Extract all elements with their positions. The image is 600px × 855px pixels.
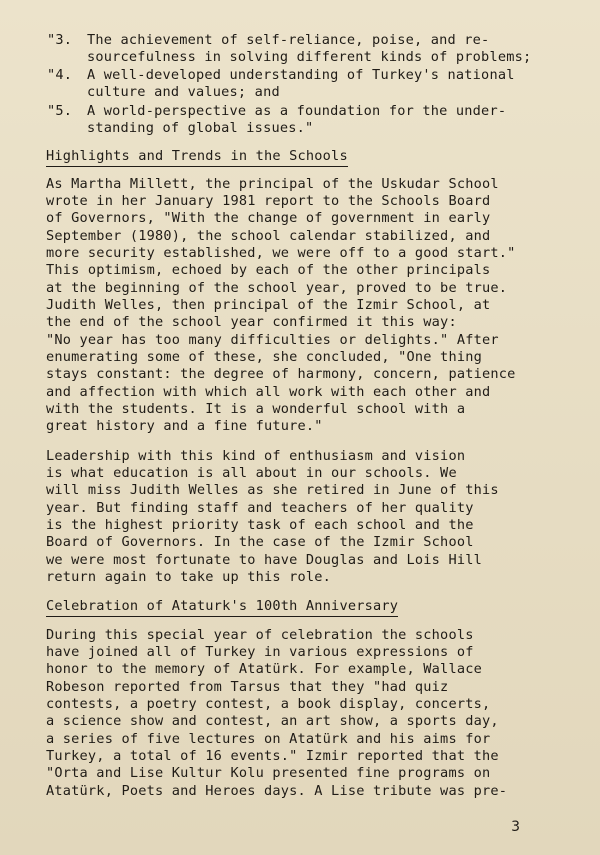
- paragraph-line: Judith Welles, then principal of the Izmir School, at: [46, 297, 491, 313]
- paragraph-line: contests, a poetry contest, a book display, concerts,: [46, 696, 491, 712]
- paragraph-line: a series of five lectures on Atatürk and his aims for: [46, 731, 491, 747]
- paragraph-line: This optimism, echoed by each of the other principals: [46, 262, 491, 278]
- paragraph-line: we were most fortunate to have Douglas and Lois Hill: [46, 552, 482, 568]
- section-heading: Celebration of Ataturk's 100th Anniversary: [46, 598, 398, 617]
- page-number: 3: [511, 819, 520, 835]
- list-item-line: The achievement of self-reliance, poise, and re-: [87, 32, 490, 48]
- paragraph-line: at the beginning of the school year, proved to be true.: [46, 280, 508, 296]
- list-marker: "4.: [47, 67, 73, 83]
- paragraph-line: more security established, we were off to a good start.": [46, 245, 516, 261]
- paragraph-line: and affection with which all work with each other and: [46, 384, 491, 400]
- paragraph-line: As Martha Millett, the principal of the Uskudar School: [46, 176, 499, 192]
- paragraph-line: have joined all of Turkey in various expressions of: [46, 644, 474, 660]
- paragraph-line: a science show and contest, an art show, a sports day,: [46, 713, 499, 729]
- paragraph-line: with the students. It is a wonderful school with a: [46, 401, 466, 417]
- paragraph-line: of Governors, "With the change of government in early: [46, 210, 491, 226]
- paragraph-line: is the highest priority task of each school and the: [46, 517, 474, 533]
- section-heading: Highlights and Trends in the Schools: [46, 148, 348, 167]
- paragraph-line: enumerating some of these, she concluded, "One thing: [46, 349, 482, 365]
- list-item-line: culture and values; and: [87, 84, 280, 100]
- paragraph-line: wrote in her January 1981 report to the Schools Board: [46, 193, 491, 209]
- paragraph-line: Board of Governors. In the case of the Izmir School: [46, 534, 474, 550]
- paragraph-line: Leadership with this kind of enthusiasm and vision: [46, 448, 466, 464]
- paragraph-line: During this special year of celebration the schools: [46, 627, 474, 643]
- paragraph-line: honor to the memory of Atatürk. For example, Wallace: [46, 661, 482, 677]
- list-item-line: A well-developed understanding of Turkey's national: [87, 67, 515, 83]
- paragraph-line: Robeson reported from Tarsus that they "had quiz: [46, 679, 449, 695]
- paragraph-line: great history and a fine future.": [46, 418, 323, 434]
- paragraph-line: September (1980), the school calendar stabilized, and: [46, 228, 491, 244]
- list-item-line: standing of global issues.": [87, 120, 314, 136]
- paragraph-line: Turkey, a total of 16 events." Izmir reported that the: [46, 748, 499, 764]
- list-marker: "3.: [47, 32, 73, 48]
- list-item-line: sourcefulness in solving different kinds of problems;: [87, 49, 532, 65]
- list-marker: "5.: [47, 103, 73, 119]
- paragraph-line: is what education is all about in our schools. We: [46, 465, 457, 481]
- paragraph-line: stays constant: the degree of harmony, concern, patience: [46, 366, 516, 382]
- list-item-line: A world-perspective as a foundation for the under-: [87, 103, 507, 119]
- paragraph-line: the end of the school year confirmed it this way:: [46, 314, 457, 330]
- paragraph-line: return again to take up this role.: [46, 569, 332, 585]
- paragraph-line: "No year has too many difficulties or delights." After: [46, 332, 499, 348]
- paragraph-line: year. But finding staff and teachers of her quality: [46, 500, 474, 516]
- paragraph-line: Atatürk, Poets and Heroes days. A Lise tribute was pre-: [46, 783, 508, 799]
- paragraph-line: "Orta and Lise Kultur Kolu presented fine programs on: [46, 765, 491, 781]
- paragraph-line: will miss Judith Welles as she retired in June of this: [46, 482, 499, 498]
